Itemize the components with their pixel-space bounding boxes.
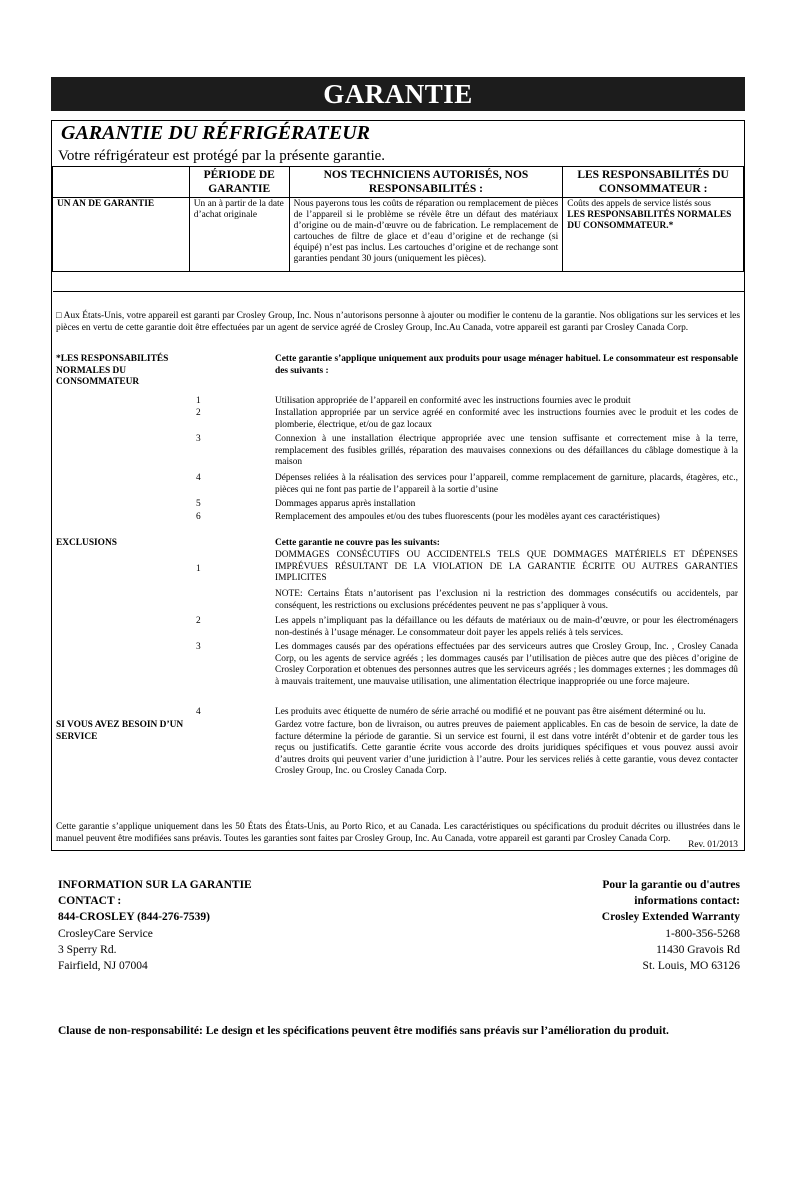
list-item-number: 4	[196, 473, 201, 483]
table-spacer-cell	[53, 272, 744, 292]
contact-right	[602, 877, 740, 974]
contact-left-street: 3 Sperry Rd.	[58, 943, 117, 956]
exclusions-lead: Cette garantie ne couvre pas les suivants:	[275, 538, 440, 548]
contact-left	[58, 877, 252, 974]
warranty-subtitle: Votre réfrigérateur est protégé par la présente garantie.	[58, 148, 386, 164]
list-item-number: 2	[196, 616, 201, 626]
disclaimer: Clause de non-responsabilité: Le design et les spécifications peuvent être modifiés sans préavis sur l’amélioration du produit.	[58, 1025, 669, 1037]
warranty-term: UN AN DE GARANTIE	[53, 198, 190, 272]
consumer-responsibilities-text: Coûts des appels de service listés sous	[567, 199, 711, 209]
warranty-period: Un an à partir de la date d’achat originale	[189, 198, 289, 272]
contact-left-phone: 844-CROSLEY (844-276-7539)	[58, 911, 210, 924]
warranty-table	[52, 166, 744, 292]
contact-right-subheading: informations contact:	[634, 895, 740, 908]
coverage-paragraph: Cette garantie s’applique uniquement dans les 50 États des États-Unis, au Porto Rico, et au Canada. Les caractéristiques ou spécifications du produit décrites ou illustrées dans le manuel peuvent être modifiées sans préavis. Toutes les garanties sont faites par Crosley Group, Inc. Au Canada, votre appareil est garanti par Crosley Canada Corp.	[56, 822, 740, 844]
contact-right-city: St. Louis, MO 63126	[642, 960, 740, 973]
technician-responsibilities: Nous payerons tous les coûts de réparation ou remplacement de pièces de l’appareil si le problème se révèle être un défaut des matériaux d’origine ou de main-d’œuvre ou de fabrication. Le remplacement de cartouches de filtre de glace et d’eau d’origine et de rechange (si équipé) n’est pas inclus. Les cartouches d’origine et de rechange sont garanties pendant 30 jours (uniquement les pièces).	[289, 198, 563, 272]
table-header-blank	[53, 167, 190, 198]
responsibilities-label: *LES RESPONSABILITÉS NORMALES DU CONSOMMATEUR	[56, 354, 169, 388]
intro-paragraph: □ Aux États-Unis, votre appareil est garanti par Crosley Group, Inc. Nous n’autorisons personne à ajouter ou modifier le contenu de la garantie. Nos obligations sur les services et les pièces en vertu de cette garantie doit être effectuées par un agent de service agréé de Crosley Group, Inc.Au Canada, votre appareil est garanti par Crosley Canada Corp.	[56, 311, 740, 333]
list-item-number: 1	[196, 396, 201, 406]
list-item-number: 6	[196, 512, 201, 522]
contact-left-name: CrosleyCare Service	[58, 927, 153, 940]
exclusions-note: NOTE: Certains États n’autorisent pas l’exclusion ni la restriction des dommages consécutifs ou accidentels, par conséquent, les restrictions ou exclusions précédentes peuvent ne pas s’appliquer à vous.	[275, 589, 738, 611]
list-item-number: 5	[196, 499, 201, 509]
contact-right-name: Crosley Extended Warranty	[601, 911, 740, 924]
warranty-frame	[51, 120, 745, 851]
warranty-title: GARANTIE DU RÉFRIGÉRATEUR	[61, 122, 370, 144]
service-paragraph: Gardez votre facture, bon de livraison, ou autres preuves de paiement applicables. En cas de besoin de service, la date de facture détermine la période de garantie. Si un service est fourni, il est dans votre intérêt d’obtenir et de garder tous les reçus ou justificatifs. Cette garantie écrite vous accorde des droits juridiques spécifiques et vous pouvez aussi avoir d’autres droits qui peuvent varier d’une juridiction à l’autre. Pour les services reliés à cette garantie, vous devez contacter Crosley Group, Inc. ou Crosley Canada Corp.	[275, 720, 738, 777]
list-item: Connexion à une installation électrique appropriée avec une tension suffisante et correctement mise à la terre, remplacement des fusibles grillés, réparation des mauvaises connexions ou des défaillances du câblage domestique à la maison	[275, 434, 738, 468]
list-item: Remplacement des ampoules et/ou des tubes fluorescents (pour les modèles ayant ces caractéristiques)	[275, 512, 660, 522]
list-item: Installation appropriée par un service agréé en conformité avec les instructions fournies avec le produit et les codes de plomberie, électrique, et/ou de gaz locaux	[275, 408, 738, 430]
table-header-technicians: NOS TECHNICIENS AUTORISÉS, NOS RESPONSABILITÉS :	[289, 167, 563, 198]
contact-right-phone: 1-800-356-5268	[665, 927, 740, 940]
warranty-banner: GARANTIE	[51, 77, 745, 111]
list-item-number: 2	[196, 408, 201, 418]
list-item-number: 1	[196, 564, 201, 574]
revision-date: Rev. 01/2013	[688, 840, 738, 850]
contact-right-street: 11430 Gravois Rd	[656, 943, 740, 956]
responsibilities-lead: Cette garantie s’applique uniquement aux produits pour usage ménager habituel. Le consommateur est responsable des suivants :	[275, 354, 738, 376]
service-label: SI VOUS AVEZ BESOIN D’UN SERVICE	[56, 720, 184, 742]
list-item: DOMMAGES CONSÉCUTIFS OU ACCIDENTELS TELS QUE DOMMAGES MATÉRIELS ET DÉPENSES IMPRÉVUES RÉSULTANT DE LA VIOLATION DE LA GARANTIE ÉCRITE OU AUTRES GARANTIES IMPLICITES	[275, 550, 738, 584]
list-item: Les produits avec étiquette de numéro de série arraché ou modifié et ne pouvant pas être aisément déterminé ou lu.	[275, 707, 706, 717]
contact-right-heading: Pour la garantie ou d'autres	[602, 879, 740, 891]
contact-left-heading: INFORMATION SUR LA GARANTIE	[58, 879, 252, 891]
exclusions-label: EXCLUSIONS	[56, 538, 117, 548]
list-item-number: 4	[196, 707, 201, 717]
table-header-consumer: LES RESPONSABILITÉS DU CONSOMMATEUR :	[563, 167, 744, 198]
table-header-period: PÉRIODE DE GARANTIE	[189, 167, 289, 198]
list-item-number: 3	[196, 642, 201, 652]
table-header-row	[53, 167, 744, 198]
list-item: Les appels n’impliquant pas la défaillance ou les défauts de matériaux ou de main-d’œuvre, or pour les électroménagers non-destinés à l’usage ménager. Le consommateur doit payer les appels reliés à tels services.	[275, 616, 738, 638]
table-spacer-row	[53, 272, 744, 292]
list-item: Dépenses reliées à la réalisation des services pour l’appareil, comme remplacement de garniture, placards, étagères, etc., pièces qui ne font pas partie de l’appareil à la sortie d’usine	[275, 473, 738, 495]
list-item: Dommages apparus après installation	[275, 499, 416, 509]
contact-left-city: Fairfield, NJ 07004	[58, 960, 148, 973]
contact-left-subheading: CONTACT :	[58, 895, 122, 908]
list-item: Utilisation appropriée de l’appareil en conformité avec les instructions fournies avec le produit	[275, 396, 631, 406]
list-item-number: 3	[196, 434, 201, 444]
consumer-responsibilities-ref: LES RESPONSABILITÉS NORMALES DU CONSOMMATEUR.*	[567, 210, 732, 231]
list-item: Les dommages causés par des opérations effectuées par des serviceurs autres que Crosley Group, Inc. , Crosley Canada Corp, ou les agents de service agréés ; les dommages causés par l’utilisation de pièces autre que des pièces d’origine de Crosley Corporation et obtenues des personnes autres que les serviceurs agréés ; les dommages externes ; les dommages dû à mauvais traitement, une mauvaise utilisation, une alimentation électrique inappropriée ou une force majeure.	[275, 642, 738, 687]
table-row	[53, 198, 744, 272]
consumer-responsibilities	[563, 198, 744, 272]
